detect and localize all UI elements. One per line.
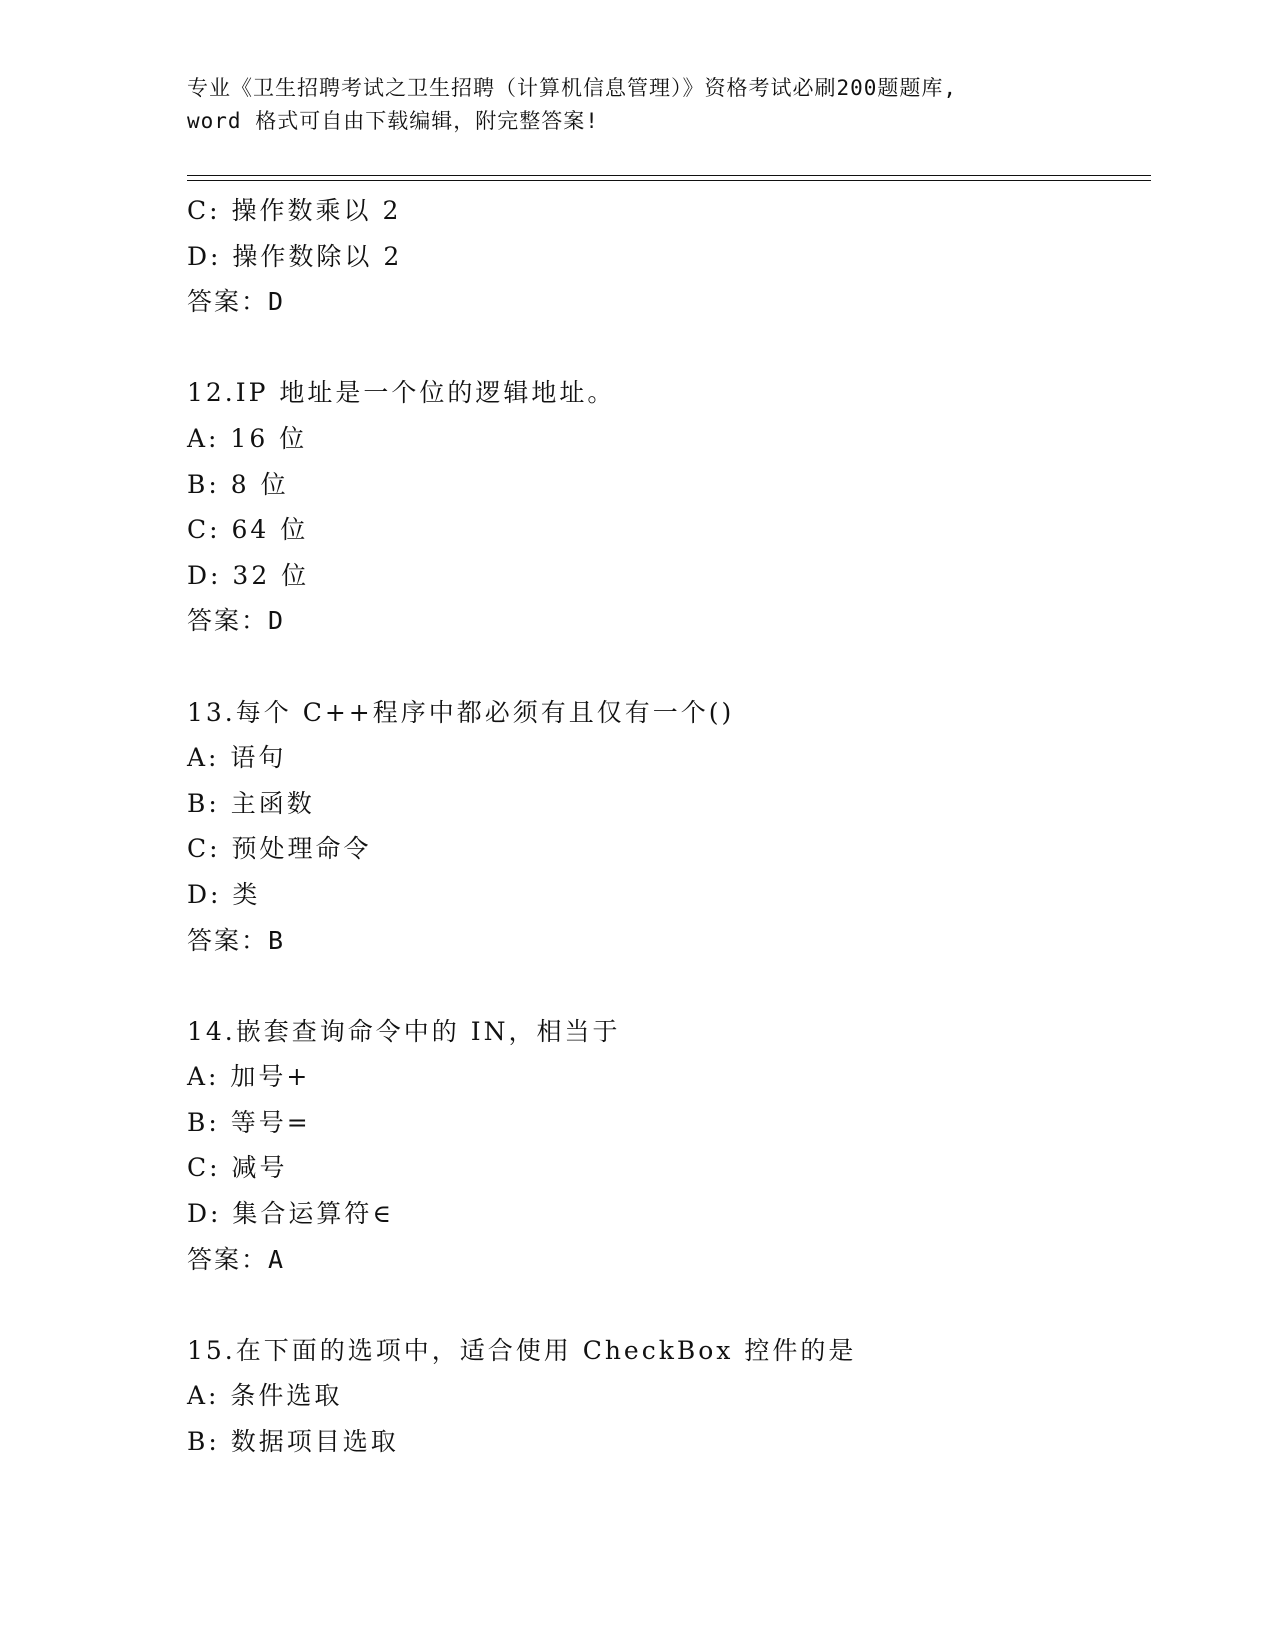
option-d: D: 操作数除以 2 [187,241,403,271]
question-list [187,188,1147,1465]
option-c: C: 减号 [187,1153,288,1183]
answer-label: 答案： [187,606,269,636]
header-title-line-1: 专业《卫生招聘考试之卫生招聘（计算机信息管理）》资格考试必刷200题题库, [187,76,958,100]
option-b: B: 数据项目选取 [187,1427,399,1457]
answer-label: 答案： [187,925,269,955]
question-block-11 [187,188,1147,325]
option-b: B: 等号= [187,1107,311,1137]
answer-value: D [268,606,285,636]
option-a: A: 条件选取 [187,1381,343,1411]
option-a: A: 加号+ [187,1062,311,1092]
question-text: 14.嵌套查询命令中的 IN，相当于 [187,1016,621,1046]
question-block-14 [187,1009,1147,1283]
option-d: D: 32 位 [187,560,310,590]
question-text: 13.每个 C++程序中都必须有且仅有一个() [187,697,735,727]
option-b: B: 主函数 [187,788,315,818]
answer-line [187,279,1147,325]
question-block-15 [187,1328,1147,1465]
option-c: C: 操作数乘以 2 [187,196,402,225]
option-c: C: 预处理命令 [187,834,372,864]
header-divider-top [187,175,1151,176]
answer-line [187,918,1147,964]
header-title-line-2: word 格式可自由下载编辑，附完整答案! [187,109,599,133]
answer-value: B [268,925,285,955]
answer-line [187,1237,1147,1283]
option-c: C: 64 位 [187,515,309,545]
answer-line [187,598,1147,644]
question-spacer [187,963,1147,1009]
answer-label: 答案： [187,287,269,317]
answer-value: D [268,287,285,317]
answer-label: 答案： [187,1244,269,1274]
question-text: 12.IP 地址是一个位的逻辑地址。 [187,378,616,408]
option-a: A: 16 位 [187,423,308,453]
header-divider-bottom [187,180,1151,181]
answer-value: A [268,1244,285,1274]
option-a: A: 语句 [187,743,287,773]
document-header [187,72,1087,138]
option-d: D: 类 [187,879,261,909]
question-block-12 [187,370,1147,644]
option-b: B: 8 位 [187,469,289,499]
question-spacer [187,1282,1147,1328]
question-block-13 [187,690,1147,964]
option-d: D: 集合运算符∈ [187,1199,394,1229]
question-text: 15.在下面的选项中，适合使用 CheckBox 控件的是 [187,1335,857,1365]
question-spacer [187,325,1147,371]
question-spacer [187,644,1147,690]
